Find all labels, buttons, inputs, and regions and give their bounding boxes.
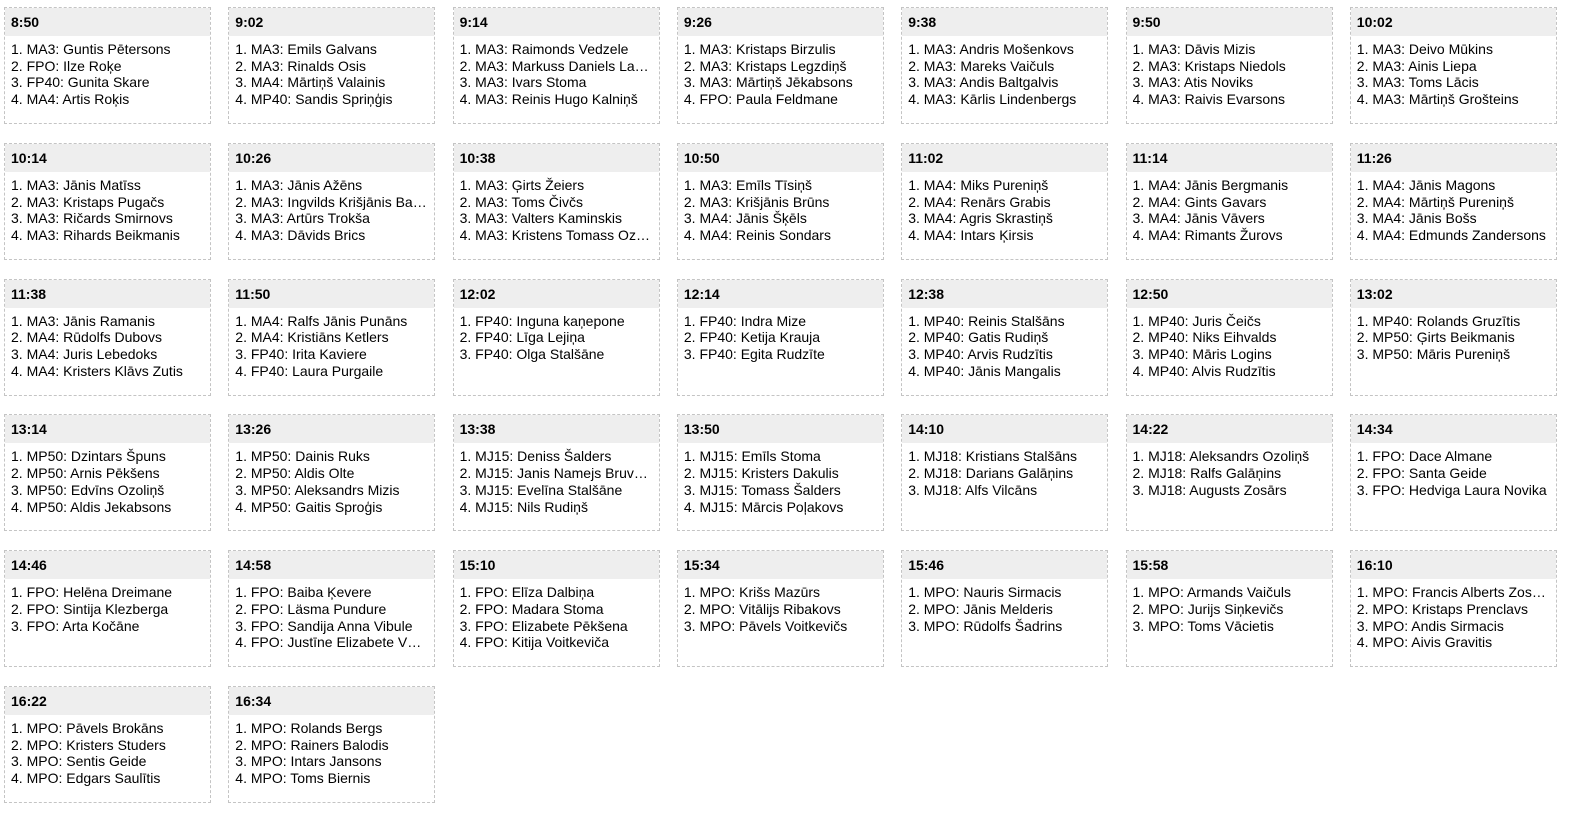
time-slot-time: 15:34 xyxy=(678,551,883,579)
time-slot-card xyxy=(228,550,435,667)
participant-entry: 2. MA3: Markuss Daniels La… xyxy=(459,57,649,74)
participant-entry: 1. MPO: Pāvels Brokāns xyxy=(11,720,164,736)
time-slot-time: 10:02 xyxy=(1351,8,1556,36)
participant-entry: 2. MA3: Krišjānis Brūns xyxy=(683,193,830,210)
participant-entry: 4. MPO: Edgars Saulītis xyxy=(11,770,161,787)
time-slot-time: 11:50 xyxy=(229,280,434,308)
participant-entry: 2. MJ15: Janis Namejs Bruv… xyxy=(459,465,648,482)
participant-entry: 3. MP40: Māris Logins xyxy=(1132,346,1272,362)
time-slot-entries xyxy=(5,579,210,634)
time-slot-entries xyxy=(454,172,659,244)
participant-entry: 4. MA3: Rihards Beikmanis xyxy=(11,226,180,243)
participant-entry: 2. FPO: Sintija Klezberga xyxy=(11,600,169,617)
participant-entry: 3. MA4: Jānis Vāvers xyxy=(1132,210,1265,227)
time-slot-time: 11:02 xyxy=(902,144,1107,172)
participant-entry: 1. MPO: Nauris Sirmacis xyxy=(908,584,1062,601)
participant-entry: 2. MA4: Renārs Grabis xyxy=(908,193,1051,210)
participant-entry: 2. MJ15: Kristers Dakulis xyxy=(683,465,839,482)
time-slot-time: 14:46 xyxy=(5,551,210,579)
participant-entry: 3. MA3: Artūrs Trokša xyxy=(235,210,370,227)
time-slot-entries xyxy=(229,579,434,651)
participant-entry: 4. MA4: Edmunds Zandersons xyxy=(1356,226,1546,243)
time-slot-entries xyxy=(229,172,434,244)
participant-entry: 1. MP40: Rolands Gruzītis xyxy=(1356,312,1521,329)
time-slot-entries xyxy=(1127,36,1332,108)
participant-entry: 4. MA4: Reinis Sondars xyxy=(683,226,831,243)
participant-entry: 4. MP40: Sandis Spriņģis xyxy=(235,91,393,108)
participant-entry: 1. MJ15: Deniss Šalders xyxy=(459,448,612,465)
time-slot-card xyxy=(1350,279,1557,396)
participant-entry: 1. MA4: Jānis Bergmanis xyxy=(1132,176,1289,193)
time-slot-time: 10:26 xyxy=(229,144,434,172)
participant-entry: 1. MA4: Jānis Magons xyxy=(1356,176,1496,193)
time-slot-card xyxy=(4,143,211,260)
time-slot-card xyxy=(4,686,211,803)
time-slot-card xyxy=(901,414,1108,531)
time-slot-entries xyxy=(902,308,1107,380)
participant-entry: 3. FP40: Irita Kaviere xyxy=(235,346,367,362)
time-slot-card xyxy=(453,279,660,396)
participant-entry: 2. MJ18: Darians Galāņins xyxy=(908,465,1074,482)
participant-entry: 3. MPO: Rūdolfs Šadrins xyxy=(908,617,1063,634)
participant-entry: 4. MA4: Artis Roķis xyxy=(11,91,130,108)
participant-entry: 3. MA4: Agris Skrastiņš xyxy=(908,210,1053,227)
participant-entry: 2. MJ18: Ralfs Galāņins xyxy=(1132,465,1282,482)
participant-entry: 2. MA3: Kristaps Legzdiņš xyxy=(683,57,847,74)
time-slot-time: 10:38 xyxy=(454,144,659,172)
time-slot-time: 10:50 xyxy=(678,144,883,172)
participant-entry: 3. MA3: Mārtiņš Jēkabsons xyxy=(683,74,853,91)
time-slot-entries xyxy=(902,36,1107,108)
time-slot-card xyxy=(228,7,435,124)
time-slot-time: 13:26 xyxy=(229,415,434,443)
participant-entry: 3. FPO: Elizabete Pēkšena xyxy=(459,617,628,634)
time-slot-card xyxy=(1126,279,1333,396)
time-slot-entries xyxy=(902,443,1107,498)
time-slot-card xyxy=(228,279,435,396)
time-slot-time: 8:50 xyxy=(5,8,210,36)
participant-entry: 3. MJ15: Tomass Šalders xyxy=(683,481,841,498)
time-slot-entries xyxy=(1351,443,1556,498)
participant-entry: 2. MP50: Arnis Pēkšens xyxy=(11,465,160,482)
participant-entry: 1. MA3: Guntis Pētersons xyxy=(11,41,171,57)
participant-entry: 2. FPO: Ilze Roķe xyxy=(11,57,122,74)
time-slot-time: 13:02 xyxy=(1351,280,1556,308)
participant-entry: 2. MPO: Jurijs Siņkevičs xyxy=(1132,600,1284,617)
participant-entry: 3. MPO: Sentis Geide xyxy=(11,753,147,770)
participant-entry: 3. FPO: Sandija Anna Vibule xyxy=(235,617,413,634)
participant-entry: 3. FPO: Hedviga Laura Novika xyxy=(1356,481,1547,498)
participant-entry: 1. FP40: Inguna kaņepone xyxy=(459,312,625,329)
participant-entry: 2. MA4: Mārtiņš Pureniņš xyxy=(1356,193,1514,210)
participant-entry: 4. MP50: Gaitis Sproģis xyxy=(235,498,383,515)
time-slot-card xyxy=(901,279,1108,396)
participant-entry: 4. MA3: Kārlis Lindenbergs xyxy=(908,91,1077,108)
participant-entry: 2. FPO: Madara Stoma xyxy=(459,600,604,617)
participant-entry: 4. MA3: Mārtiņš Grošteins xyxy=(1356,91,1519,108)
participant-entry: 4. MPO: Toms Biernis xyxy=(235,770,371,787)
time-slot-entries xyxy=(1127,172,1332,244)
participant-entry: 2. MP50: Aldis Olte xyxy=(235,465,355,482)
participant-entry: 4. FPO: Kitija Voitkeviča xyxy=(459,634,609,651)
time-slot-card xyxy=(677,279,884,396)
time-slot-card xyxy=(4,414,211,531)
time-slot-time: 16:22 xyxy=(5,687,210,715)
participant-entry: 4. MJ15: Nils Rudiņš xyxy=(459,498,588,515)
time-slot-entries xyxy=(229,715,434,787)
time-slot-time: 9:14 xyxy=(454,8,659,36)
time-slot-card xyxy=(453,414,660,531)
participant-entry: 2. MPO: Vitālijs Ribakovs xyxy=(683,600,841,617)
time-slot-time: 9:38 xyxy=(902,8,1107,36)
time-slot-time: 12:38 xyxy=(902,280,1107,308)
time-slot-entries xyxy=(678,308,883,363)
time-slot-card xyxy=(228,414,435,531)
participant-entry: 1. MA3: Ģirts Žeiers xyxy=(459,176,585,193)
time-slot-card xyxy=(1350,414,1557,531)
time-slot-time: 16:34 xyxy=(229,687,434,715)
time-slot-card xyxy=(4,7,211,124)
participant-entry: 4. MP40: Jānis Mangalis xyxy=(908,362,1061,379)
participant-entry: 4. MA4: Rimants Žurovs xyxy=(1132,226,1283,243)
participant-entry: 1. MA4: Miks Pureniņš xyxy=(908,176,1049,193)
participant-entry: 2. FPO: Santa Geide xyxy=(1356,465,1487,482)
participant-entry: 4. MP50: Aldis Jekabsons xyxy=(11,498,172,515)
participant-entry: 3. FP40: Olga Stalšāne xyxy=(459,346,605,362)
time-slot-card xyxy=(228,686,435,803)
participant-entry: 4. MA4: Intars Ķirsis xyxy=(908,226,1034,243)
time-slot-entries xyxy=(454,36,659,108)
participant-entry: 1. FPO: Elīza Dalbiņa xyxy=(459,584,595,601)
participant-entry: 3. MP40: Arvis Rudzītis xyxy=(908,346,1053,362)
time-slot-time: 15:46 xyxy=(902,551,1107,579)
time-slot-entries xyxy=(902,579,1107,634)
participant-entry: 3. MJ15: Evelīna Stalšāne xyxy=(459,481,623,498)
time-slot-card xyxy=(453,550,660,667)
time-slot-time: 11:14 xyxy=(1127,144,1332,172)
participant-entry: 3. MPO: Pāvels Voitkevičs xyxy=(683,617,848,634)
time-slot-card xyxy=(677,414,884,531)
participant-entry: 4. MA3: Raivis Evarsons xyxy=(1132,91,1285,108)
time-slot-entries xyxy=(1127,443,1332,498)
participant-entry: 1. MA3: Jānis Matīss xyxy=(11,176,141,193)
participant-entry: 1. MA3: Jānis Ažēns xyxy=(235,176,363,193)
time-slot-time: 12:50 xyxy=(1127,280,1332,308)
time-slot-time: 10:14 xyxy=(5,144,210,172)
time-slot-entries xyxy=(678,443,883,515)
time-slot-card xyxy=(1126,414,1333,531)
participant-entry: 3. MPO: Toms Vācietis xyxy=(1132,617,1274,634)
time-slot-time: 12:14 xyxy=(678,280,883,308)
participant-entry: 1. MP50: Dzintars Špuns xyxy=(11,448,166,465)
participant-entry: 4. MJ15: Mārcis Poļakovs xyxy=(683,498,844,515)
time-slot-entries xyxy=(5,308,210,380)
participant-entry: 1. MP40: Reinis Stalšāns xyxy=(908,312,1065,329)
participant-entry: 3. MPO: Intars Jansons xyxy=(235,753,382,770)
participant-entry: 1. FPO: Helēna Dreimane xyxy=(11,584,173,601)
time-slot-card xyxy=(453,143,660,260)
time-slot-entries xyxy=(1351,308,1556,363)
time-slot-time: 15:10 xyxy=(454,551,659,579)
participant-entry: 1. MA3: Emīls Tīsiņš xyxy=(683,176,812,193)
participant-entry: 1. MPO: Rolands Bergs xyxy=(235,720,383,736)
time-slot-entries xyxy=(1351,579,1556,651)
participant-entry: 1. FPO: Baiba Ķevere xyxy=(235,584,372,601)
participant-entry: 2. MPO: Kristers Studers xyxy=(11,736,166,753)
time-slot-time: 9:26 xyxy=(678,8,883,36)
participant-entry: 2. MA3: Mareks Vaičuls xyxy=(908,57,1055,74)
participant-entry: 3. MA3: Andis Baltgalvis xyxy=(908,74,1059,91)
time-slot-entries xyxy=(229,36,434,108)
participant-entry: 2. MA3: Ainis Liepa xyxy=(1356,57,1477,74)
time-slot-time: 13:14 xyxy=(5,415,210,443)
participant-entry: 2. MPO: Kristaps Prenclavs xyxy=(1356,600,1528,617)
participant-entry: 3. MA3: Toms Lācis xyxy=(1356,74,1479,91)
participant-entry: 2. MP40: Gatis Rudiņš xyxy=(908,329,1049,346)
participant-entry: 3. MJ18: Augusts Zosārs xyxy=(1132,481,1287,498)
participant-entry: 2. MP40: Niks Eihvalds xyxy=(1132,329,1277,346)
participant-entry: 3. MA3: Valters Kaminskis xyxy=(459,210,622,227)
participant-entry: 4. MA4: Kristers Klāvs Zutis xyxy=(11,362,183,379)
time-slot-entries xyxy=(229,308,434,380)
participant-entry: 3. FP40: Gunita Skare xyxy=(11,74,150,91)
time-slot-time: 14:34 xyxy=(1351,415,1556,443)
participant-entry: 1. MP50: Dainis Ruks xyxy=(235,448,370,465)
participant-entry: 1. MPO: Francis Alberts Zos… xyxy=(1356,584,1546,601)
participant-entry: 1. MA3: Kristaps Birzulis xyxy=(683,41,836,57)
time-slot-entries xyxy=(1351,172,1556,244)
time-slot-time: 13:50 xyxy=(678,415,883,443)
participant-entry: 4. MA3: Kristens Tomass Oz… xyxy=(459,226,650,243)
time-slot-time: 11:26 xyxy=(1351,144,1556,172)
participant-entry: 1. MA3: Andris Mošenkovs xyxy=(908,41,1074,57)
participant-entry: 2. MA3: Kristaps Pugačs xyxy=(11,193,165,210)
time-slot-entries xyxy=(1127,579,1332,634)
participant-entry: 2. MA4: Gints Gavars xyxy=(1132,193,1267,210)
time-slot-entries xyxy=(454,308,659,363)
participant-entry: 1. MPO: Armands Vaičuls xyxy=(1132,584,1291,601)
participant-entry: 2. MPO: Rainers Balodis xyxy=(235,736,389,753)
time-slot-time: 16:10 xyxy=(1351,551,1556,579)
participant-entry: 3. MA3: Ričards Smirnovs xyxy=(11,210,173,227)
participant-entry: 1. MA3: Raimonds Vedzele xyxy=(459,41,629,57)
participant-entry: 4. MA3: Reinis Hugo Kalniņš xyxy=(459,91,638,108)
time-slot-time: 14:58 xyxy=(229,551,434,579)
participant-entry: 3. MJ18: Alfs Vilcāns xyxy=(908,481,1038,498)
participant-entry: 3. MP50: Aleksandrs Mizis xyxy=(235,481,400,498)
time-slot-entries xyxy=(5,36,210,108)
time-slot-card xyxy=(1350,550,1557,667)
time-slot-card xyxy=(228,143,435,260)
participant-entry: 1. MJ18: Kristians Stalšāns xyxy=(908,448,1078,465)
participant-entry: 3. MA4: Juris Lebedoks xyxy=(11,346,158,362)
participant-entry: 3. MP50: Māris Pureniņš xyxy=(1356,346,1511,362)
time-slot-entries xyxy=(5,443,210,515)
time-slot-entries xyxy=(5,715,210,787)
participant-entry: 3. MA4: Jānis Šķēls xyxy=(683,210,807,227)
time-slot-entries xyxy=(5,172,210,244)
participant-entry: 4. FPO: Justīne Elizabete V… xyxy=(235,634,422,651)
participant-entry: 2. FP40: Līga Lejiņa xyxy=(459,329,585,346)
participant-entry: 2. MP50: Ģirts Beikmanis xyxy=(1356,329,1515,346)
time-slot-time: 14:10 xyxy=(902,415,1107,443)
time-slot-card xyxy=(4,279,211,396)
participant-entry: 2. MA3: Kristaps Niedols xyxy=(1132,57,1286,74)
time-slot-entries xyxy=(229,443,434,515)
participant-entry: 3. MA3: Atis Noviks xyxy=(1132,74,1254,91)
time-slot-card xyxy=(677,143,884,260)
participant-entry: 4. FPO: Paula Feldmane xyxy=(683,91,838,108)
participant-entry: 2. MA4: Kristiāns Ketlers xyxy=(235,329,389,346)
time-slot-entries xyxy=(678,579,883,634)
participant-entry: 2. FP40: Ketija Krauja xyxy=(683,329,821,346)
time-slot-card xyxy=(4,550,211,667)
time-slot-time: 13:38 xyxy=(454,415,659,443)
time-slot-card xyxy=(1350,7,1557,124)
participant-entry: 3. MA4: Jānis Bošs xyxy=(1356,210,1477,227)
time-slot-entries xyxy=(902,172,1107,244)
participant-entry: 1. FPO: Dace Almane xyxy=(1356,448,1493,465)
time-slot-card xyxy=(677,550,884,667)
participant-entry: 3. MA4: Mārtiņš Valainis xyxy=(235,74,386,91)
participant-entry: 2. MA3: Ingvilds Krišjānis Ba… xyxy=(235,193,427,210)
participant-entry: 2. FPO: Läsma Pundure xyxy=(235,600,387,617)
participant-entry: 1. MJ18: Aleksandrs Ozoliņš xyxy=(1132,448,1310,465)
time-slot-entries xyxy=(454,579,659,651)
time-slot-time: 15:58 xyxy=(1127,551,1332,579)
participant-entry: 1. MA3: Emils Galvans xyxy=(235,41,377,57)
time-slot-entries xyxy=(454,443,659,515)
time-slot-card xyxy=(1126,143,1333,260)
participant-entry: 1. MJ15: Emīls Stoma xyxy=(683,448,821,465)
participant-entry: 2. MA3: Rinalds Osis xyxy=(235,57,367,74)
participant-entry: 1. MA3: Deivo Mūkins xyxy=(1356,41,1493,57)
participant-entry: 4. FP40: Laura Purgaile xyxy=(235,362,384,379)
participant-entry: 3. FPO: Arta Kočāne xyxy=(11,617,140,634)
participant-entry: 1. MPO: Krišs Mazūrs xyxy=(683,584,821,601)
participant-entry: 4. MPO: Aivis Gravitis xyxy=(1356,634,1493,651)
participant-entry: 3. MA3: Ivars Stoma xyxy=(459,74,587,91)
participant-entry: 2. MA3: Toms Čivčs xyxy=(459,193,584,210)
participant-entry: 4. MA3: Dāvids Brics xyxy=(235,226,366,243)
time-slot-entries xyxy=(678,172,883,244)
time-slot-entries xyxy=(1127,308,1332,380)
participant-entry: 1. FP40: Indra Mize xyxy=(683,312,807,329)
participant-entry: 2. MA4: Rūdolfs Dubovs xyxy=(11,329,162,346)
time-slot-card xyxy=(1350,143,1557,260)
participant-entry: 1. MA4: Ralfs Jānis Punāns xyxy=(235,312,408,329)
time-slot-time: 9:50 xyxy=(1127,8,1332,36)
time-slot-card xyxy=(901,143,1108,260)
time-slot-card xyxy=(677,7,884,124)
participant-entry: 3. MPO: Andis Sirmacis xyxy=(1356,617,1504,634)
time-slot-time: 14:22 xyxy=(1127,415,1332,443)
participant-entry: 1. MP40: Juris Čeičs xyxy=(1132,312,1261,329)
participant-entry: 3. MP50: Edvīns Ozoliņš xyxy=(11,481,165,498)
participant-entry: 4. MP40: Alvis Rudzītis xyxy=(1132,362,1276,379)
time-slot-card xyxy=(901,550,1108,667)
time-slot-card xyxy=(453,7,660,124)
time-slot-card xyxy=(1126,7,1333,124)
participant-entry: 1. MA3: Jānis Ramanis xyxy=(11,312,155,329)
time-slot-card xyxy=(1126,550,1333,667)
time-slot-time: 11:38 xyxy=(5,280,210,308)
participant-entry: 2. MPO: Jānis Melderis xyxy=(908,600,1053,617)
time-slot-time: 12:02 xyxy=(454,280,659,308)
participant-entry: 1. MA3: Dāvis Mizis xyxy=(1132,41,1256,57)
time-slot-time: 9:02 xyxy=(229,8,434,36)
time-slot-entries xyxy=(1351,36,1556,108)
participant-entry: 3. FP40: Egita Rudzīte xyxy=(683,346,825,362)
time-slot-entries xyxy=(678,36,883,108)
time-slot-card xyxy=(901,7,1108,124)
